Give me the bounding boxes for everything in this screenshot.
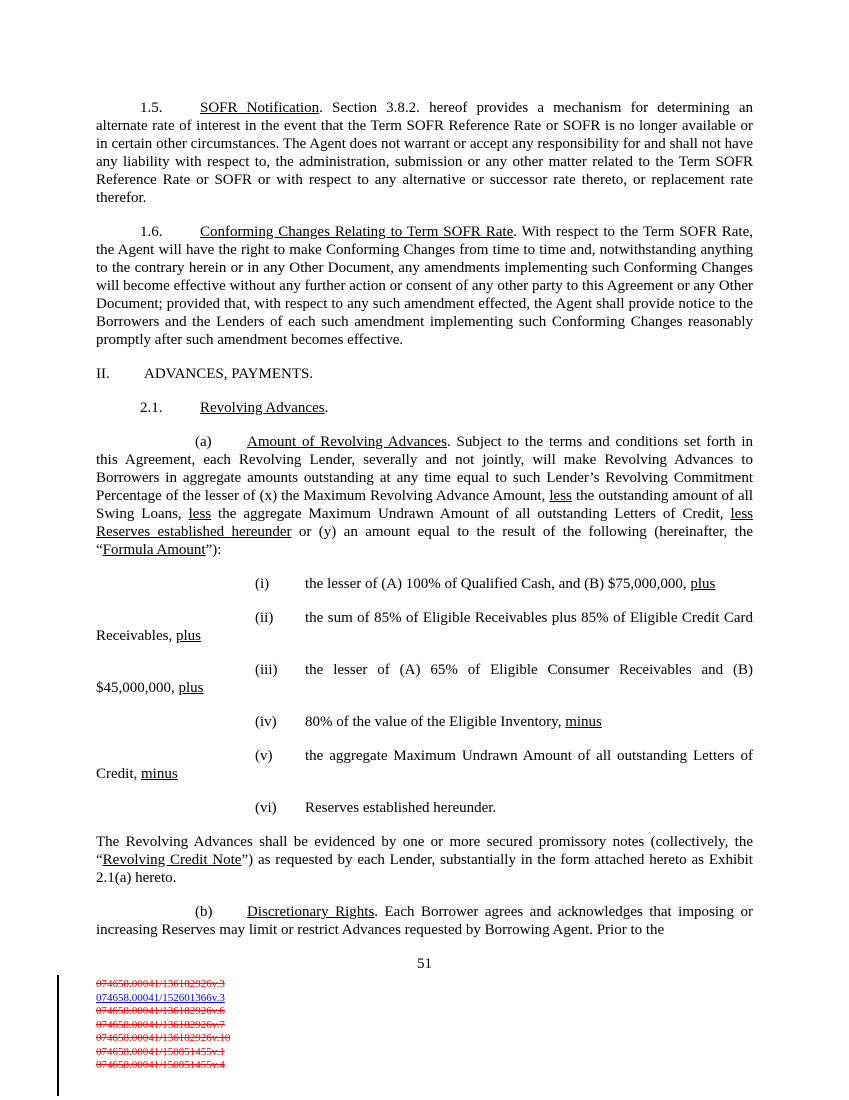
revision-stamp-deleted: 074658.00041/136182926v.3 xyxy=(96,978,225,990)
text-segment: . xyxy=(324,400,329,416)
change-bar xyxy=(57,975,59,1096)
paragraph xyxy=(96,799,753,817)
underlined-text: Formula Amount xyxy=(102,542,206,558)
text-segment: The Revolving Advances shall be evidenced by one or more secured promissory notes (collectively, the “ xyxy=(96,834,753,868)
revision-stamp-inserted: 074658.00041/152601366v.3 xyxy=(96,991,225,1004)
paragraph-number: 1.6. xyxy=(140,224,163,240)
underlined-text: Amount of Revolving Advances xyxy=(247,434,447,450)
paragraph-number: (vi) xyxy=(255,800,277,816)
paragraph-number: (a) xyxy=(195,434,212,450)
text-segment: the sum of 85% of Eligible Receivables plus 85% of Eligible Credit Card Receivables, xyxy=(96,610,753,644)
paragraph-number: (b) xyxy=(195,904,213,920)
text-segment: 80% of the value of the Eligible Inventory, xyxy=(305,714,566,730)
underlined-text: less xyxy=(188,506,212,522)
revision-stamp-deleted: 074658.00041/136182926v.10 xyxy=(96,1032,231,1044)
document-body xyxy=(96,99,753,939)
underlined-text: minus xyxy=(565,714,602,730)
paragraph-number: 2.1. xyxy=(140,400,163,416)
text-segment: the lesser of (A) 100% of Qualified Cash, and (B) $75,000,000, xyxy=(305,576,691,592)
text-segment: the outstanding amount of all Swing Loans, xyxy=(96,488,754,522)
paragraph-number: (iii) xyxy=(255,662,278,678)
paragraph xyxy=(96,833,753,887)
revision-stamp-deleted: 074658.00041/136182926v.6 xyxy=(96,1005,225,1017)
footer-stamps xyxy=(96,978,753,1073)
paragraph-number: (ii) xyxy=(255,610,274,626)
text-segment: ”): xyxy=(205,542,222,558)
paragraph xyxy=(96,609,753,645)
text-segment: . Section 3.8.2. hereof provides a mechanism for determining an alternate rate of interest in the event that the Term SOFR Reference Rate or SOFR is no longer available or in certain other circumstances. The Agent does not warrant or accept any responsibility for and shall not have any liability with respect to, the administration, submission or any other matter related to the Term SOFR Reference Rate or SOFR or with respect to any alternative or successor rate thereto, or replacement rate therefor. xyxy=(96,100,753,206)
underlined-text: less xyxy=(730,506,753,522)
paragraph-number: (i) xyxy=(255,576,270,592)
paragraph xyxy=(96,903,753,939)
revision-stamp-deleted: 074658.00041/136182926v.7 xyxy=(96,1018,225,1031)
underlined-text: plus xyxy=(690,576,716,592)
underlined-text: minus xyxy=(141,766,178,782)
text-segment: . With respect to the Term SOFR Rate, the Agent will have the right to make Conforming Changes from time to time and, notwithstanding anything to the contrary herein or in any Other Document, any amendments implementing such Conforming Changes will become effective without any further action or consent of any other party to this Agreement or any Other Document; provided that, with respect to any such amendment effected, the Agent shall provide notice to the Borrowers and the Lenders of each such amendment implementing such Conforming Changes reasonably promptly after such amendment becomes effective. xyxy=(96,224,753,348)
text-segment: the aggregate Maximum Undrawn Amount of all outstanding Letters of Credit, xyxy=(211,506,731,522)
text-segment: . Each Borrower agrees and acknowledges that imposing or increasing Reserves may limit or restrict Advances requested by Borrowing Agent. Prior to the xyxy=(96,904,753,938)
paragraph-number: (iv) xyxy=(255,714,277,730)
revision-stamp-deleted: 074658.00041/150851455v.4 xyxy=(96,1059,225,1071)
paragraph xyxy=(96,713,753,731)
underlined-text: Revolving Advances xyxy=(200,400,325,416)
underlined-text: Reserves established hereunder xyxy=(96,524,292,540)
text-segment: the lesser of (A) 65% of Eligible Consumer Receivables and (B) $45,000,000, xyxy=(96,662,753,696)
revision-stamp-deleted: 074658.00041/150851455v.1 xyxy=(96,1045,225,1058)
underlined-text: less xyxy=(549,488,572,504)
paragraph xyxy=(96,223,753,349)
text-segment: or (y) an amount equal to the result of the following (hereinafter, the “ xyxy=(96,524,753,558)
paragraph xyxy=(96,747,753,783)
text-segment: ”) as requested by each Lender, substantially in the form attached hereto as Exhibit 2.1(a) hereto. xyxy=(96,852,753,886)
underlined-text: Discretionary Rights xyxy=(247,904,375,920)
page-number: 51 xyxy=(417,956,432,972)
paragraph xyxy=(96,433,753,559)
paragraph-number: (v) xyxy=(255,748,273,764)
paragraph xyxy=(96,575,753,593)
underlined-text: plus xyxy=(175,628,201,644)
underlined-text: SOFR Notification xyxy=(200,100,320,116)
text-segment: the aggregate Maximum Undrawn Amount of all outstanding Letters of Credit, xyxy=(96,748,753,782)
paragraph xyxy=(96,99,753,207)
underlined-text: Conforming Changes Relating to Term SOFR Rate xyxy=(200,224,514,240)
text-segment: . Subject to the terms and conditions set forth in this Agreement, each Revolving Lender, severally and not jointly, will make Revolving Advances to Borrowers in aggregate amounts outstanding at any time equal to such Lender’s Revolving Commitment Percentage of the lesser of (x) the Maximum Revolving Advance Amount, xyxy=(96,434,753,504)
paragraph xyxy=(96,365,753,383)
underlined-text: Revolving Credit Note xyxy=(102,852,242,868)
paragraph xyxy=(96,661,753,697)
underlined-text: plus xyxy=(178,680,204,696)
paragraph-number: II. xyxy=(96,366,110,382)
text-segment: ADVANCES, PAYMENTS. xyxy=(144,366,314,382)
paragraph-number: 1.5. xyxy=(140,100,163,116)
paragraph xyxy=(96,399,753,417)
text-segment: Reserves established hereunder. xyxy=(305,800,497,816)
